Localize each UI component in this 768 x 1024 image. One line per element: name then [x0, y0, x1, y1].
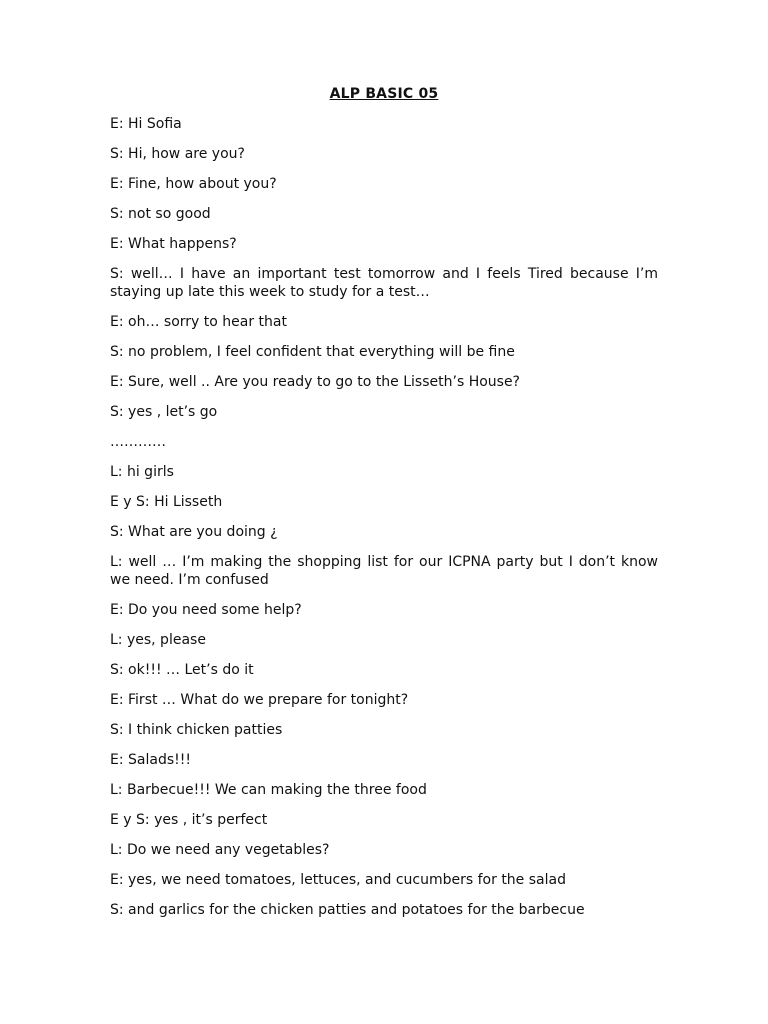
dialogue-line: L: well … I’m making the shopping list for our ICPNA party but I don’t know we need. I’m confused: [110, 554, 658, 588]
dialogue-line: E y S: Hi Lisseth: [110, 494, 223, 510]
dialogue-line: L: Barbecue!!! We can making the three food: [110, 782, 427, 798]
dialogue-line: S: no problem, I feel confident that everything will be fine: [110, 344, 515, 360]
dialogue-line: E: First … What do we prepare for tonight?: [110, 692, 409, 708]
dialogue-line: S: yes , let’s go: [110, 404, 218, 420]
dialogue-line: E: Hi Sofia: [110, 116, 182, 132]
dialogue-line: E: Do you need some help?: [110, 602, 302, 618]
dialogue-line: E: Salads!!!: [110, 752, 191, 768]
dialogue-line: E: Sure, well .. Are you ready to go to the Lisseth’s House?: [110, 374, 520, 390]
dialogue-line: S: I think chicken patties: [110, 722, 283, 738]
dialogue-line: E: oh… sorry to hear that: [110, 314, 287, 330]
dialogue-line: E y S: yes , it’s perfect: [110, 812, 268, 828]
dialogue-line: S: ok!!! … Let’s do it: [110, 662, 254, 678]
dialogue-line: S: well… I have an important test tomorrow and I feels Tired because I’m staying up late this week to study for a test…: [110, 266, 658, 300]
dialogue-line: S: Hi, how are you?: [110, 146, 245, 162]
dialogue-line: E: yes, we need tomatoes, lettuces, and cucumbers for the salad: [110, 872, 566, 888]
dialogue-line: E: What happens?: [110, 236, 237, 252]
dialogue-line: S: not so good: [110, 206, 211, 222]
dialogue-line: E: Fine, how about you?: [110, 176, 277, 192]
dialogue-line: L: yes, please: [110, 632, 206, 648]
dialogue-line: S: and garlics for the chicken patties and potatoes for the barbecue: [110, 902, 585, 918]
dialogue-line: S: What are you doing ¿: [110, 524, 278, 540]
dialogue-line: L: hi girls: [110, 464, 174, 480]
document-title: ALP BASIC 05: [329, 86, 439, 102]
dialogue-line: L: Do we need any vegetables?: [110, 842, 330, 858]
scene-break: …………: [110, 434, 166, 450]
